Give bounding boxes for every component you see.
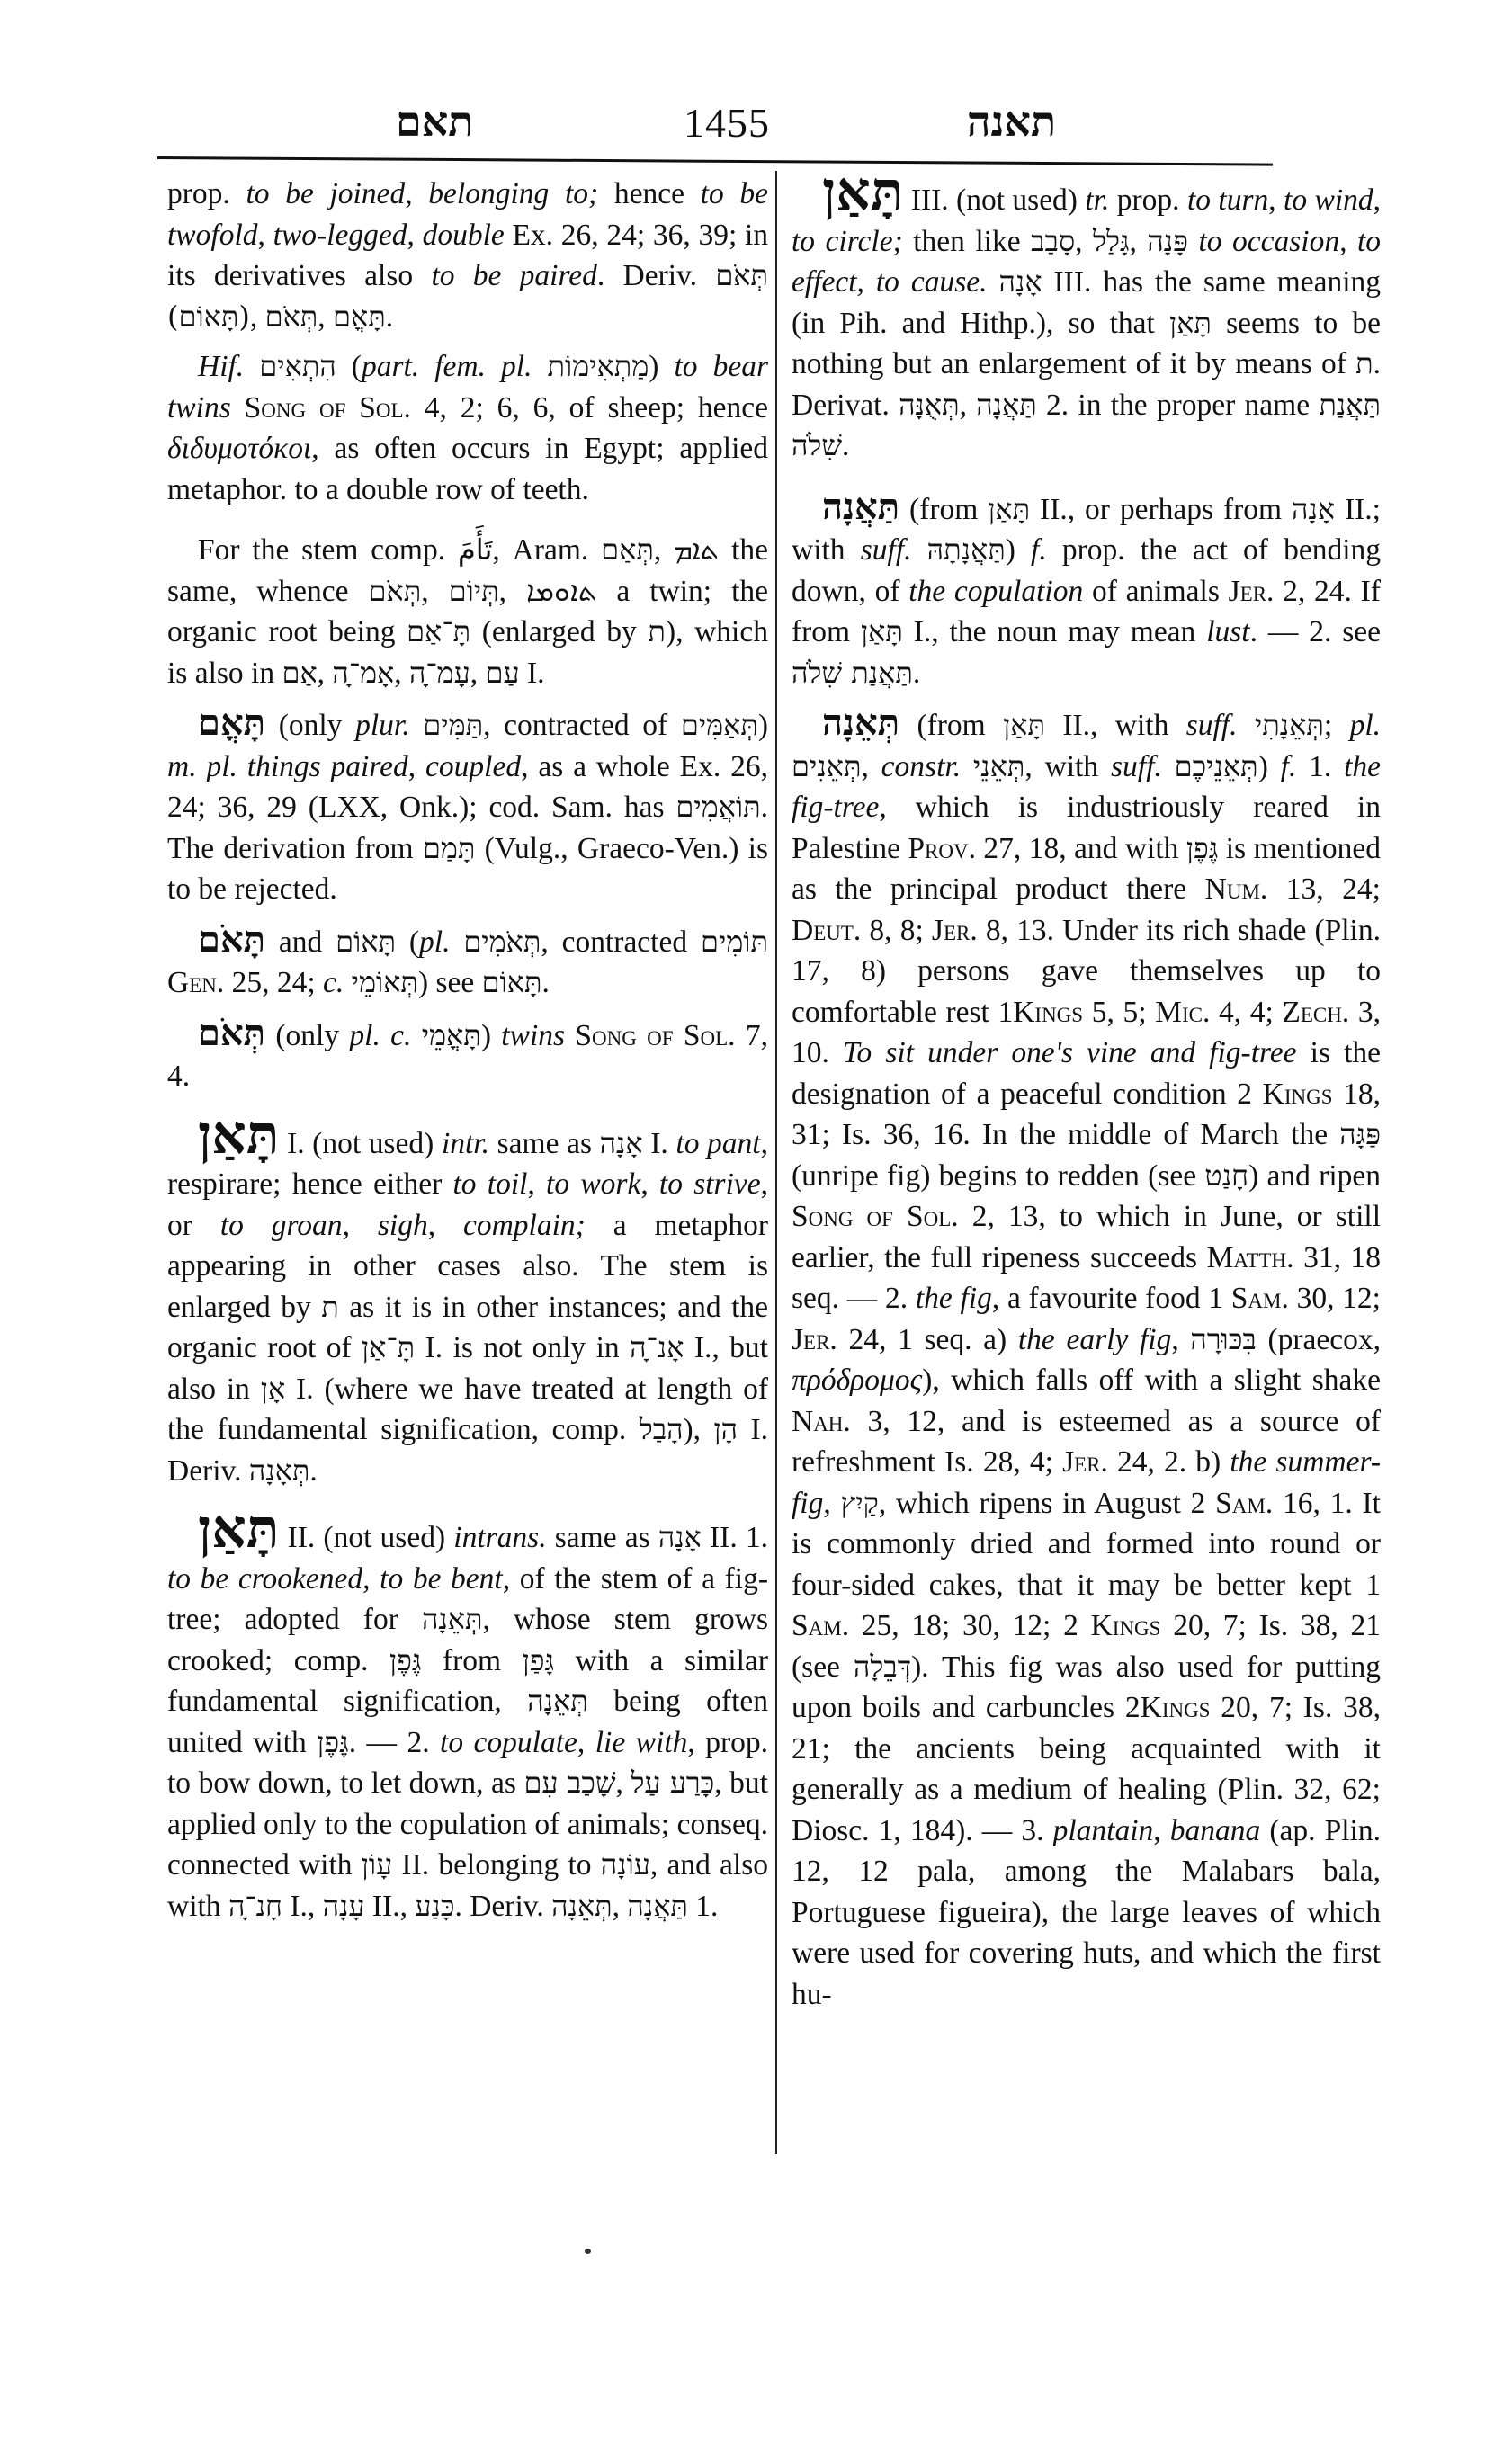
book-reference: Sam. [1215, 1486, 1274, 1520]
hebrew-word: תּוֹאֲמִים [675, 790, 761, 824]
italic-gloss: to be crookened [167, 1561, 363, 1596]
italic-gloss: to bear twins [167, 350, 769, 425]
dictionary-entry: תְּאֹם (only pl. c. תָּאֳמֵי) twins Song of Sol. 7, 4. [167, 1011, 769, 1093]
hebrew-word: תְּאֵנֵי [972, 748, 1025, 783]
hebrew-word: מַתְאִימוֹת [547, 349, 649, 383]
entry-headword: תְּאֵנָה [822, 702, 900, 744]
italic-gloss: to wind [1284, 183, 1373, 217]
book-reference: Sam. [1230, 1282, 1289, 1315]
hebrew-word: ת [648, 614, 666, 648]
italic-gloss: the fig [915, 1282, 992, 1315]
book-reference: Kings [1013, 995, 1084, 1029]
italic-gloss: To sit under one's vine and fig-tree [842, 1036, 1297, 1069]
italic-gloss: lust [1206, 615, 1250, 648]
book-reference: Song of Sol. [575, 1018, 736, 1052]
hebrew-word: אַם [282, 655, 318, 690]
hebrew-word: בִּכּוּרָה [1190, 1321, 1257, 1356]
entry-headword: תָּאַן [198, 1103, 280, 1167]
hebrew-word: תּוֹמִים [700, 924, 768, 959]
italic-gloss: plur. [355, 709, 410, 742]
hebrew-word: פַּגָּה [1339, 1117, 1381, 1151]
book-reference: Gen. [167, 966, 225, 999]
hebrew-word: הָן [713, 1412, 738, 1446]
italic-gloss: to circle; [792, 224, 903, 258]
italic-gloss: belonging to; [428, 177, 599, 210]
hebrew-word: עוֹנָה [600, 1847, 650, 1882]
hebrew-word: תַּאֲנַת שִׁלֹה [792, 655, 913, 690]
italic-gloss: lie with [595, 1725, 688, 1759]
hebrew-word: עַם [485, 655, 520, 690]
hebrew-word: תְּאֵנָה [421, 1602, 483, 1636]
hebrew-word: תָּאֳמֵי [421, 1017, 481, 1052]
hebrew-word: גֶּפֶן [1185, 830, 1219, 865]
italic-gloss: twins [501, 1018, 566, 1052]
book-reference: Jer. [1228, 574, 1275, 608]
hebrew-word: אָנָה [1292, 491, 1336, 526]
dictionary-entry: תָּאֳם (only plur. תַּמִּים, contracted of תְּאַמִּים) m. pl. things paired, coupled, as a whole Ex. 26, 24; 36, 29 (LXX, Onk.); cod. Sam. has תּוֹאֲמִים. The derivation from תָּמַם (Vulg., Graeco-Ven.) is to be rejected. [167, 702, 769, 906]
hebrew-word: גָּלַל [1093, 223, 1130, 258]
hebrew-word: הִתְאִים [259, 349, 336, 383]
italic-gloss: suff. [860, 533, 912, 567]
italic-gloss: the summer-fig [792, 1445, 1381, 1520]
hebrew-word: אָנָה [658, 1520, 702, 1554]
italic-gloss: διδυμοτόκοι [167, 432, 312, 465]
hebrew-word: תְּיוֹם [448, 573, 499, 608]
book-reference: Jer. [792, 1322, 837, 1356]
dictionary-entry: תָּאַן II. (not used) intrans. same as אָנָה II. 1. to be crookened, to be bent, of the stem of a fig-tree; adopted for תְּאֵנָה, whose stem grows crooked; comp. גֶּפֶן from גָּפַן with a similar fundamental signification, תְּאֵנָה being often united with גֶּפֶן. — 2. to copulate, lie with, prop. to bow down, to let down, as שָׁכַב עִם, כָּרַע עַל, but applied only to the copulation of animals; conseq. connected with עָוֹן II. belonging to עוֹנָה, and also with חָנ־ָה I., עָנָה II., כָּנַע. Deriv. תְּאֵנָה, תַּאֲנָה 1. [167, 1498, 769, 1923]
hebrew-word: תְּאֹם [264, 299, 318, 334]
hebrew-word: הָבַל [639, 1412, 684, 1446]
italic-gloss: to be twofold [167, 177, 768, 252]
italic-gloss: the fig-tree [792, 749, 1382, 824]
hebrew-word: תְּאַם [601, 532, 654, 567]
italic-gloss: sigh [377, 1208, 428, 1242]
italic-gloss: tr. [1085, 183, 1110, 217]
italic-gloss: to be paired [431, 259, 597, 292]
italic-gloss: to occasion, to effect, to cause. [792, 224, 1382, 299]
italic-gloss: m. pl. things paired [167, 749, 408, 783]
hebrew-word: תְּאֵנָה [551, 1888, 613, 1923]
hebrew-word: תָּאַן [1003, 708, 1045, 742]
entry-headword: תְּאֹם [198, 1011, 266, 1054]
hebrew-word: תַּאֲנָה [627, 1888, 688, 1923]
book-reference: Jer. [1062, 1445, 1108, 1479]
hebrew-word: תְּאַמִּים [680, 708, 758, 742]
hebrew-word: תָּאוֹם [481, 965, 542, 999]
book-reference: Zech. [1282, 995, 1350, 1029]
hebrew-word: תַּאֲנַת שִׁלֹה [792, 387, 1381, 462]
book-reference: Matth. [1206, 1240, 1294, 1274]
italic-gloss: suff. [1185, 709, 1238, 742]
hebrew-word: תְּאֻנָּה [899, 387, 960, 422]
hebrew-word: תָּמַם [422, 830, 476, 865]
hebrew-word: תַּמִּים [423, 708, 484, 742]
dictionary-entry: תְּאֵנָה (from תָּאַן II., with suff. תְּאֵנָתִי; pl. תְּאֵנִים, constr. תְּאֵנֵי, with suff. תְּאֵנֵיכֶם) f. 1. the fig-tree, which is industriously reared in Palestine Prov. 27, 18, and with גֶּפֶן is mentioned as the principal product there Num. 13, 24; Deut. 8, 8; Jer. 8, 13. Under its rich shade (Plin. 17, 8) persons gave themselves up to comfortable rest 1Kings 5, 5; Mic. 4, 4; Zech. 3, 10. To sit under one's vine and fig-tree is the designation of a peaceful condition 2 Kings 18, 31; Is. 36, 16. In the middle of March the פַּגָּה (unripe fig) begins to redden (see חָנַט) and ripen Song of Sol. 2, 13, to which in June, or still earlier, the full ripeness succeeds Matth. 31, 18 seq. — 2. the fig, a favourite food 1 Sam. 30, 12; Jer. 24, 1 seq. a) the early fig, בִּכּוּרָה (praecox, πρόδρομος), which falls off with a slight shake Nah. 3, 12, and is esteemed as a source of refreshment Is. 28, 4; Jer. 24, 2. b) the summer-fig, קַיִץ, which ripens in August 2 Sam. 16, 1. It is commonly dried and formed into round or four-sided cakes, that it may be better kept 1 Sam. 25, 18; 30, 12; 2 Kings 20, 7; Is. 38, 21 (see דְּבֵלָה). This fig was also used for putting upon boils and carbuncles 2Kings 20, 7; Is. 38, 21; the ancients being acquainted with it generally as a medium of healing (Plin. 32, 62; Diosc. 1, 184). — 3. plantain, banana (ap. Plin. 12, 12 pala, among the Malabars bala, Portuguese figueira), the large leaves of which were used for covering huts, and which the first hu- [792, 702, 1382, 2011]
italic-gloss: to turn [1186, 183, 1269, 217]
italic-gloss: to pant [675, 1126, 761, 1160]
book-reference: Prov. [908, 831, 976, 865]
italic-gloss: intr. [441, 1126, 490, 1160]
left-column [167, 174, 768, 1936]
hebrew-word: תָּאוֹם [336, 924, 397, 959]
dictionary-entry: תָּאַן I. (not used) intr. same as אָנָה I. to pant, respirare; hence either to toil, to work, to strive, or to groan, sigh, complain; a metaphor appearing in other cases also. The stem is enlarged by ת as it is in other instances; and the organic root of תָּ־אַן I. is not only in אָנ־ָה I., but also in אָן I. (where we have treated at length of the fundamental signification, comp. הָבַל), הָן I. Deriv. תְּאָנָה. [167, 1103, 769, 1488]
book-reference: Kings [1090, 1609, 1161, 1642]
entry-headword: תָּאֹם [198, 917, 266, 961]
hebrew-word: ܬܐܘܡܐ [526, 573, 597, 608]
italic-gloss: the early fig [1017, 1322, 1172, 1356]
hebrew-word: עָוֹן [361, 1847, 393, 1882]
italic-gloss: to be bent [380, 1561, 503, 1596]
italic-gloss: complain; [462, 1208, 586, 1242]
hebrew-word: אָן [260, 1371, 286, 1406]
hebrew-word: ת [321, 1289, 339, 1324]
hebrew-word: תְּאוֹמֵי [351, 965, 418, 999]
hebrew-word: ܬܐܡ [674, 532, 720, 567]
dictionary-entry: Hif. הִתְאִים (part. fem. pl. מַתְאִימוֹת) to bear twins Song of Sol. 4, 2; 6, 6, of sheep; hence διδυμοτόκοι, as often occurs in Egypt; applied metaphor. to a double row of teeth. [167, 349, 769, 506]
italic-gloss: banana [1169, 1813, 1261, 1847]
hebrew-word: גָּפַן [522, 1642, 555, 1677]
italic-gloss: πρόδρομος [792, 1364, 923, 1397]
hebrew-word: تَأَمَ [457, 532, 493, 567]
entry-headword: תָּאַן [198, 1498, 280, 1560]
italic-gloss: pl. [419, 925, 451, 959]
italic-gloss: pl. c. [349, 1018, 412, 1052]
hebrew-word: ת [1355, 346, 1373, 380]
hebrew-word: תָּאֳם [333, 299, 386, 334]
hebrew-word: אָנָה [998, 264, 1042, 299]
italic-gloss: coupled [425, 749, 522, 783]
book-reference: Kings [1262, 1077, 1333, 1111]
italic-gloss: to strive [658, 1167, 761, 1201]
hebrew-word: תְּאָנָה [248, 1453, 310, 1488]
hebrew-word: גֶּפֶן [389, 1642, 422, 1677]
italic-gloss: suff. [1110, 749, 1162, 783]
hebrew-word: עָנָה [322, 1888, 365, 1923]
italic-gloss: pl. [1349, 709, 1382, 742]
book-reference: Sam. [792, 1609, 850, 1642]
hebrew-word: כָּנַע [415, 1888, 455, 1923]
hebrew-word: אָנ־ָה [630, 1330, 684, 1364]
hebrew-word: עָמ־ָה [409, 655, 470, 690]
entry-headword: תַּאֲנָה [822, 485, 900, 528]
book-reference: Song of Sol. [792, 1200, 959, 1233]
hebrew-word: תְּאֵנִים [792, 748, 862, 783]
hebrew-word: תַּאֲנָתָהּ [926, 532, 1006, 567]
hebrew-word: תָּאַן [861, 614, 903, 648]
guide-word-left: תאם [396, 97, 474, 146]
italic-gloss: to toil [452, 1167, 528, 1201]
right-column [792, 160, 1382, 2024]
hebrew-word: אָנָה [599, 1125, 643, 1160]
hebrew-word: חָנַט [1204, 1158, 1249, 1193]
dictionary-entry: תַּאֲנָה (from תָּאַן II., or perhaps from אָנָה II.; with suff. תַּאֲנָתָהּ) f. prop. the act of bending down, of the copulation of animals Jer. 2, 24. If from תָּאַן I., the noun may mean lust. — 2. see תַּאֲנַת שִׁלֹה. [792, 485, 1382, 690]
guide-word-right: תאנה [967, 97, 1057, 146]
dictionary-entry: prop. to be joined, belonging to; hence to be twofold, two-legged, double Ex. 26, 24; 36, 39; in its derivatives also to be paired. Deriv. תְּאֹם (תָּאוֹם), תְּאֹם, תָּאֳם. [167, 177, 769, 334]
hebrew-word: דְּבֵלָה [853, 1649, 912, 1684]
hebrew-word: סָבַב [1031, 223, 1076, 258]
page-number: 1455 [684, 100, 770, 146]
italic-gloss: Hif. [198, 350, 245, 383]
italic-gloss: f. [1031, 533, 1047, 567]
dictionary-entry: For the stem comp. تَأَمَ, Aram. תְּאַם, ܬܐܡ the same, whence תְּאֹם, תְּיוֹם, ܬܐܘܡܐ a twin; the organic root being תָּ־אַם (enlarged by ת), which is also in אַם, אָמ־ָה, עָמ־ָה, עַם I. [167, 532, 769, 690]
dictionary-entry: תָּאַן III. (not used) tr. prop. to turn, to wind, to circle; then like סָבַב, גָּלַל, פָּנָה to occasion, to effect, to cause. אָנָה III. has the same meaning (in Pih. and Hithp.), so that תָּאַן seems to be nothing but an enlargement of it by means of ת. Derivat. תְּאֻנָּה, תַּאֲנָה 2. in the proper name תַּאֲנַת שִׁלֹה. [792, 160, 1382, 462]
italic-gloss: to copulate [440, 1725, 577, 1759]
italic-gloss: the copulation [908, 574, 1084, 608]
book-reference: Kings [1140, 1691, 1211, 1724]
book-reference: Deut. [792, 913, 862, 947]
italic-gloss: f. [1280, 749, 1297, 783]
italic-gloss: constr. [881, 749, 962, 783]
print-speck [585, 2249, 591, 2254]
running-head [0, 97, 1512, 160]
italic-gloss: intrans. [453, 1521, 547, 1554]
entry-headword: תָּאֳם [198, 702, 266, 744]
italic-gloss: to work [546, 1167, 641, 1201]
hebrew-word: תְּאֵנָתִי [1254, 708, 1324, 742]
hebrew-word: תְּאֹם (תָּאוֹם) [167, 258, 769, 334]
book-reference: Song of Sol. [244, 390, 411, 425]
dictionary-entry: תָּאֹם and תָּאוֹם (pl. תְּאֹמִים, contracted תּוֹמִים Gen. 25, 24; c. תְּאוֹמֵי) see תָּאוֹם. [167, 917, 768, 999]
hebrew-word: תַּאֲנָה [976, 387, 1037, 422]
hebrew-word: תָּ־אַם [407, 614, 471, 648]
hebrew-word: פָּנָה [1147, 223, 1188, 258]
hebrew-word: שָׁכַב עִם [523, 1766, 616, 1800]
hebrew-word: תְּאֹמִים [463, 924, 541, 959]
hebrew-word: תְּאֵנֵיכֶם [1174, 748, 1258, 783]
italic-gloss: c. [323, 966, 344, 999]
hebrew-word: אָמ־ָה [332, 655, 395, 690]
hebrew-word: כָּרַע עַל [631, 1766, 715, 1800]
hebrew-word: תָּ־אַן [362, 1330, 416, 1364]
book-reference: Jer. [931, 913, 978, 947]
column-divider [775, 171, 777, 2154]
italic-gloss: part. fem. pl. [361, 350, 532, 383]
entry-headword: תָּאַן [822, 160, 904, 223]
hebrew-word: קַיִץ [840, 1485, 879, 1520]
italic-gloss: double [422, 218, 505, 252]
italic-gloss: plantain [1052, 1813, 1154, 1847]
hebrew-word: תָּאַן [988, 491, 1031, 526]
hebrew-word: תָּאַן [1169, 305, 1212, 340]
hebrew-word: תְּאֹם [368, 573, 422, 608]
hebrew-word: גֶּפֶן [317, 1724, 349, 1759]
hebrew-word: תְּאֵנָה [527, 1684, 588, 1718]
hebrew-word: חָנ־ָה [228, 1888, 282, 1923]
book-reference: Mic. [1155, 995, 1211, 1029]
italic-gloss: to be joined [246, 177, 406, 210]
book-reference: Nah. [792, 1404, 851, 1438]
book-reference: Num. [1204, 872, 1268, 906]
italic-gloss: two-legged [273, 218, 407, 252]
italic-gloss: to groan [219, 1208, 343, 1242]
